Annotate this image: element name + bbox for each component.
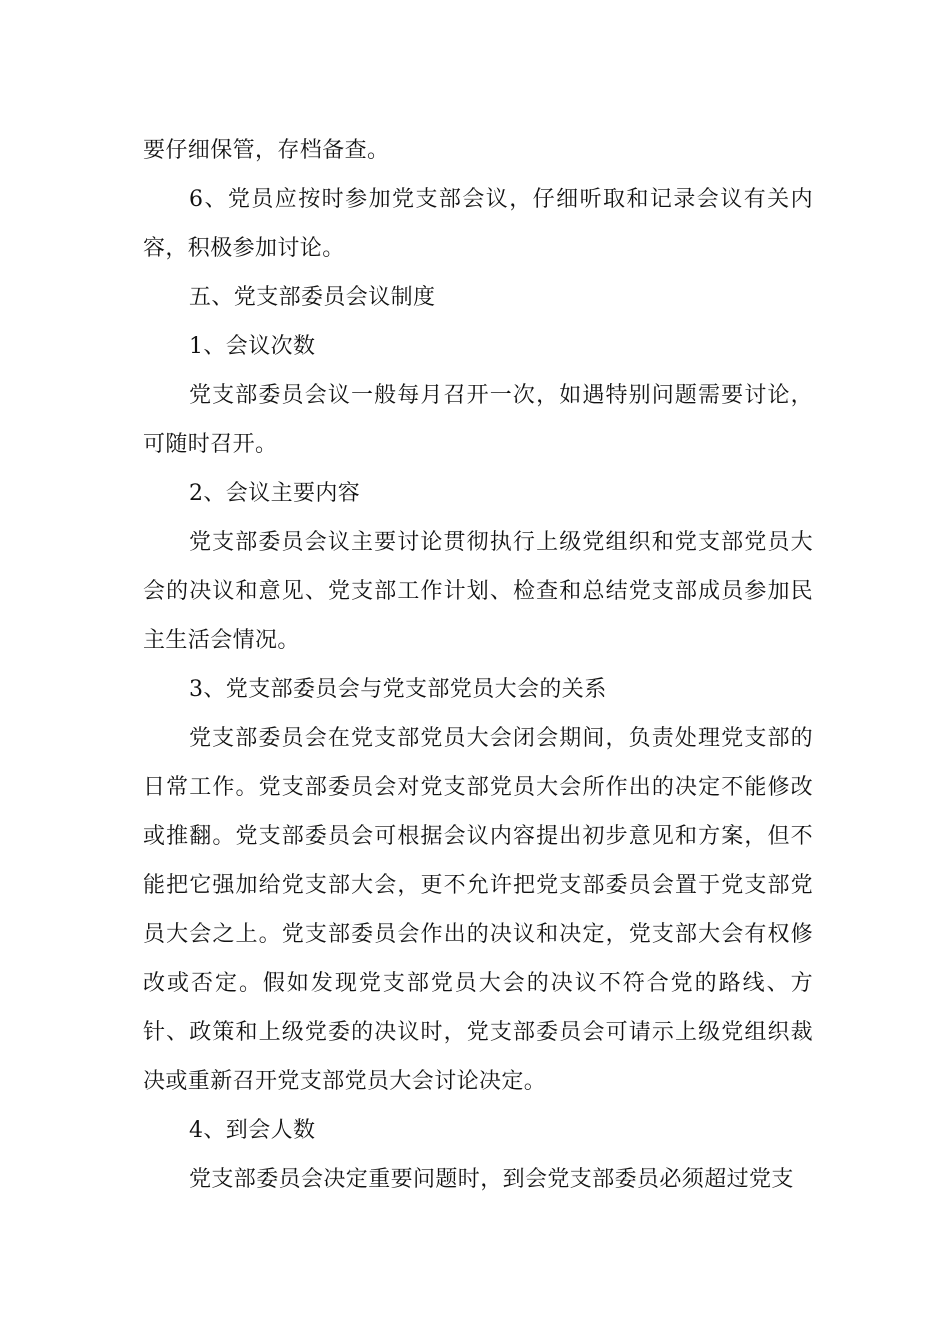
document-body	[143, 126, 813, 1204]
subheading-meeting-content: 2、会议主要内容	[189, 481, 361, 506]
paragraph-relationship: 党支部委员会在党支部党员大会闭会期间，负责处理党支部的日常工作。党支部委员会对党支部党员大会所作出的决定不能修改或推翻。党支部委员会可根据会议内容提出初步意见和方案，但不能把它强加给党支部大会，更不允许把党支部委员会置于党支部党员大会之上。党支部委员会作出的决议和决定，党支部大会有权修改或否定。假如发现党支部党员大会的决议不符合党的路线、方针、政策和上级党委的决议时，党支部委员会可请示上级党组织裁决或重新召开党支部党员大会讨论决定。	[143, 726, 813, 1094]
paragraph-meeting-content: 党支部委员会议主要讨论贯彻执行上级党组织和党支部党员大会的决议和意见、党支部工作计划、检查和总结党支部成员参加民主生活会情况。	[143, 530, 813, 653]
subheading-attendance: 4、到会人数	[189, 1118, 316, 1143]
section-heading-5: 五、党支部委员会议制度	[189, 285, 436, 310]
subheading-relationship: 3、党支部委员会与党支部党员大会的关系	[189, 677, 607, 702]
paragraph-attendance: 党支部委员会决定重要问题时，到会党支部委员必须超过党支	[189, 1167, 794, 1192]
paragraph-item-6: 6、党员应按时参加党支部会议，仔细听取和记录会议有关内容，积极参加讨论。	[143, 187, 813, 261]
paragraph-meeting-frequency: 党支部委员会议一般每月召开一次，如遇特别问题需要讨论，可随时召开。	[143, 383, 813, 457]
subheading-meeting-frequency: 1、会议次数	[189, 334, 316, 359]
paragraph-continuation: 要仔细保管，存档备查。	[143, 138, 390, 163]
